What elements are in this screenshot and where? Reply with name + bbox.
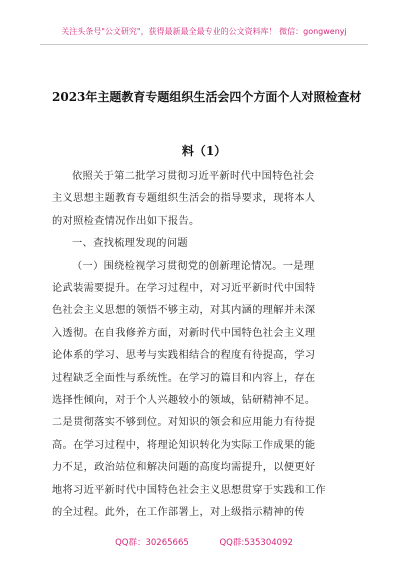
body-line: 的全过程。此外，在工作部署上，对上级指示精神的传 — [52, 507, 305, 519]
document-title-line-1: 2023年主题教育专题组织生活会四个方面个人对照检查材 — [52, 90, 362, 104]
body-line: 过程缺乏全面性与系统性。在学习的篇目和内容上，存在 — [52, 372, 316, 384]
document-body — [52, 166, 356, 525]
footer-qq-group-1: QQ群：30265665 — [115, 538, 189, 548]
footer-qq-group-2: QQ群:535304092 — [219, 538, 293, 548]
body-line: 色社会主义思想的领悟不够主动，对其内涵的理解并未深 — [52, 305, 316, 317]
body-line: （一）围绕检视学习贯彻党的创新理论情况。一是理 — [72, 260, 315, 272]
body-line: 依照关于第二批学习贯彻习近平新时代中国特色社会 — [72, 171, 315, 182]
body-line: 主义思想主题教育专题组织生活会的指导要求，现将本人 — [52, 193, 316, 205]
body-line: 选择性倾向，对于个人兴趣较小的领域，钻研精神不足。 — [52, 395, 316, 407]
body-line: 力不足，政治站位和解决问题的高度均需提升，以便更好 — [52, 462, 316, 474]
body-line: 入透彻。在自我修养方面，对新时代中国特色社会主义理 — [52, 327, 316, 339]
body-line: 二是贯彻落实不够到位。对知识的领会和应用能力有待提 — [52, 417, 316, 429]
section-heading: 一、查找梳理发现的问题 — [72, 238, 188, 250]
document-title — [52, 70, 362, 178]
header-divider — [40, 44, 368, 45]
body-line: 论武装需要提升。在学习过程中，对习近平新时代中国特 — [52, 283, 316, 295]
document-title-line-2: 料（1） — [181, 144, 227, 158]
body-line: 地将习近平新时代中国特色社会主义思想贯穿于实践和工作 — [52, 484, 326, 496]
body-line: 的对照检查情况作出如下报告。 — [52, 215, 200, 227]
body-line: 论体系的学习、思考与实践相结合的程度有待提高，学习 — [52, 350, 316, 362]
body-line: 高。在学习过程中，将理论知识转化为实际工作成果的能 — [52, 439, 316, 451]
header-banner: 关注头条号"公文研究"，获得最新最全最专业的公文资料库！ 微信：gongwenyj — [61, 27, 347, 36]
footer — [0, 536, 408, 548]
